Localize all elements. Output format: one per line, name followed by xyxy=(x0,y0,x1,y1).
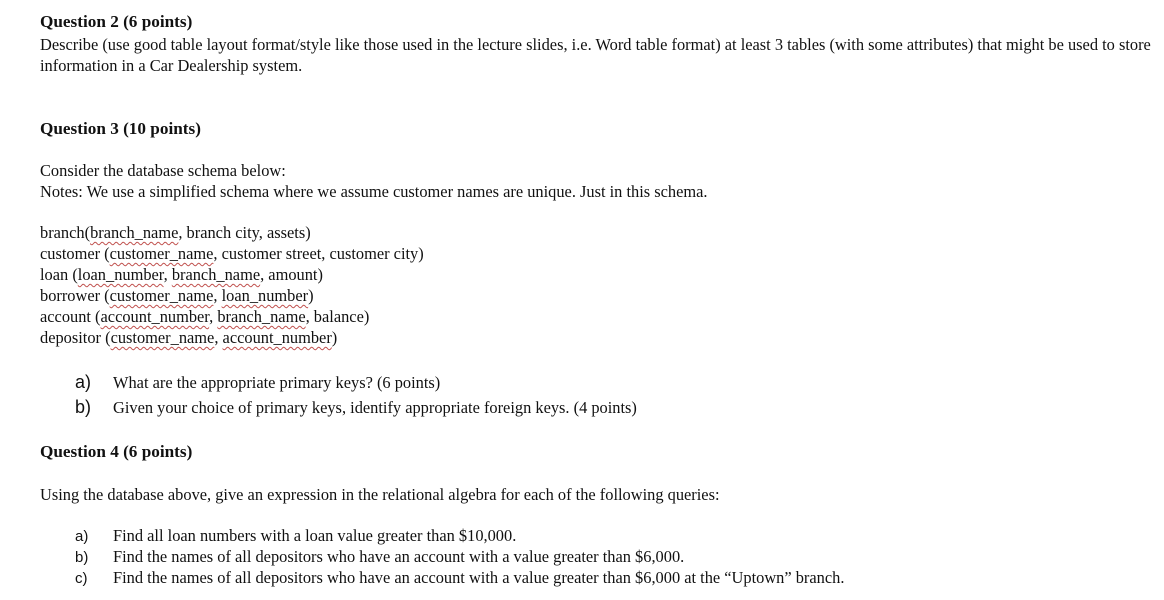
schema-loan-pre: loan ( xyxy=(40,265,78,284)
schema-depositor-pre: depositor ( xyxy=(40,328,111,347)
q4-item-b-text: Find the names of all depositors who have an account with a value greater than $6,000. xyxy=(113,547,685,566)
schema-borrower-sep: , xyxy=(213,286,222,305)
schema-branch-key: branch_name xyxy=(90,223,179,242)
schema-branch-pre: branch( xyxy=(40,223,91,242)
schema-loan-key2: branch_name xyxy=(171,265,261,284)
schema-depositor-key2: account_number xyxy=(222,328,332,347)
q4-item-a xyxy=(75,525,516,547)
q4-item-b-marker: b) xyxy=(75,549,89,566)
schema-customer xyxy=(40,243,424,264)
q3-item-a-marker: a) xyxy=(75,372,92,392)
schema-branch-rest: , branch city, assets) xyxy=(178,223,311,242)
schema-account-rest: , balance) xyxy=(305,307,370,326)
schema-loan-rest: , amount) xyxy=(260,265,323,284)
schema-loan-key1: loan_number xyxy=(77,265,164,284)
q4-item-b xyxy=(75,546,684,568)
q4-heading: Question 4 (6 points) xyxy=(40,442,193,461)
schema-account-key2: branch_name xyxy=(217,307,306,326)
schema-account-key1: account_number xyxy=(100,307,210,326)
schema-customer-pre: customer ( xyxy=(40,244,110,263)
schema-branch xyxy=(40,222,311,243)
schema-depositor-sep: , xyxy=(214,328,223,347)
schema-account-pre: account ( xyxy=(40,307,101,326)
q3-item-a xyxy=(75,372,440,393)
q3-item-a-text: What are the appropriate primary keys? (6 points) xyxy=(113,373,441,392)
schema-customer-key: customer_name xyxy=(109,244,214,263)
q3-item-b-marker: b) xyxy=(75,397,92,417)
schema-borrower-key1: customer_name xyxy=(109,286,214,305)
schema-borrower-rest: ) xyxy=(308,286,314,305)
q4-item-c-text: Find the names of all depositors who have an account with a value greater than $6,000 at the “Uptown” branch. xyxy=(113,568,845,587)
q4-item-a-marker: a) xyxy=(75,528,89,545)
q2-text: Describe (use good table layout format/style like those used in the lecture slides, i.e. Word table format) at least 3 tables (with some attributes) that might be used to store information in a Car Dealership system. xyxy=(40,35,1151,75)
q4-intro: Using the database above, give an expression in the relational algebra for each of the following queries: xyxy=(40,485,720,504)
schema-loan xyxy=(40,264,323,285)
q4-item-c-marker: c) xyxy=(75,570,88,587)
q4-item-a-text: Find all loan numbers with a loan value greater than $10,000. xyxy=(113,526,517,545)
schema-borrower-key2: loan_number xyxy=(221,286,309,305)
schema-depositor xyxy=(40,327,337,348)
q4-item-c xyxy=(75,567,844,589)
q2-heading: Question 2 (6 points) xyxy=(40,12,193,31)
schema-depositor-key1: customer_name xyxy=(110,328,215,347)
schema-account xyxy=(40,306,369,327)
q3-notes: Notes: We use a simplified schema where we assume customer names are unique. Just in this schema. xyxy=(40,182,708,201)
schema-borrower xyxy=(40,285,314,306)
q3-heading: Question 3 (10 points) xyxy=(40,119,201,138)
schema-customer-rest: , customer street, customer city) xyxy=(213,244,424,263)
q3-item-b xyxy=(75,397,637,418)
schema-depositor-rest: ) xyxy=(331,328,338,347)
q3-item-b-text: Given your choice of primary keys, identify appropriate foreign keys. (4 points) xyxy=(113,398,637,417)
schema-borrower-pre: borrower ( xyxy=(40,286,110,305)
schema-loan-sep: , xyxy=(163,265,172,284)
schema-account-sep: , xyxy=(209,307,218,326)
q3-intro: Consider the database schema below: xyxy=(40,161,286,180)
